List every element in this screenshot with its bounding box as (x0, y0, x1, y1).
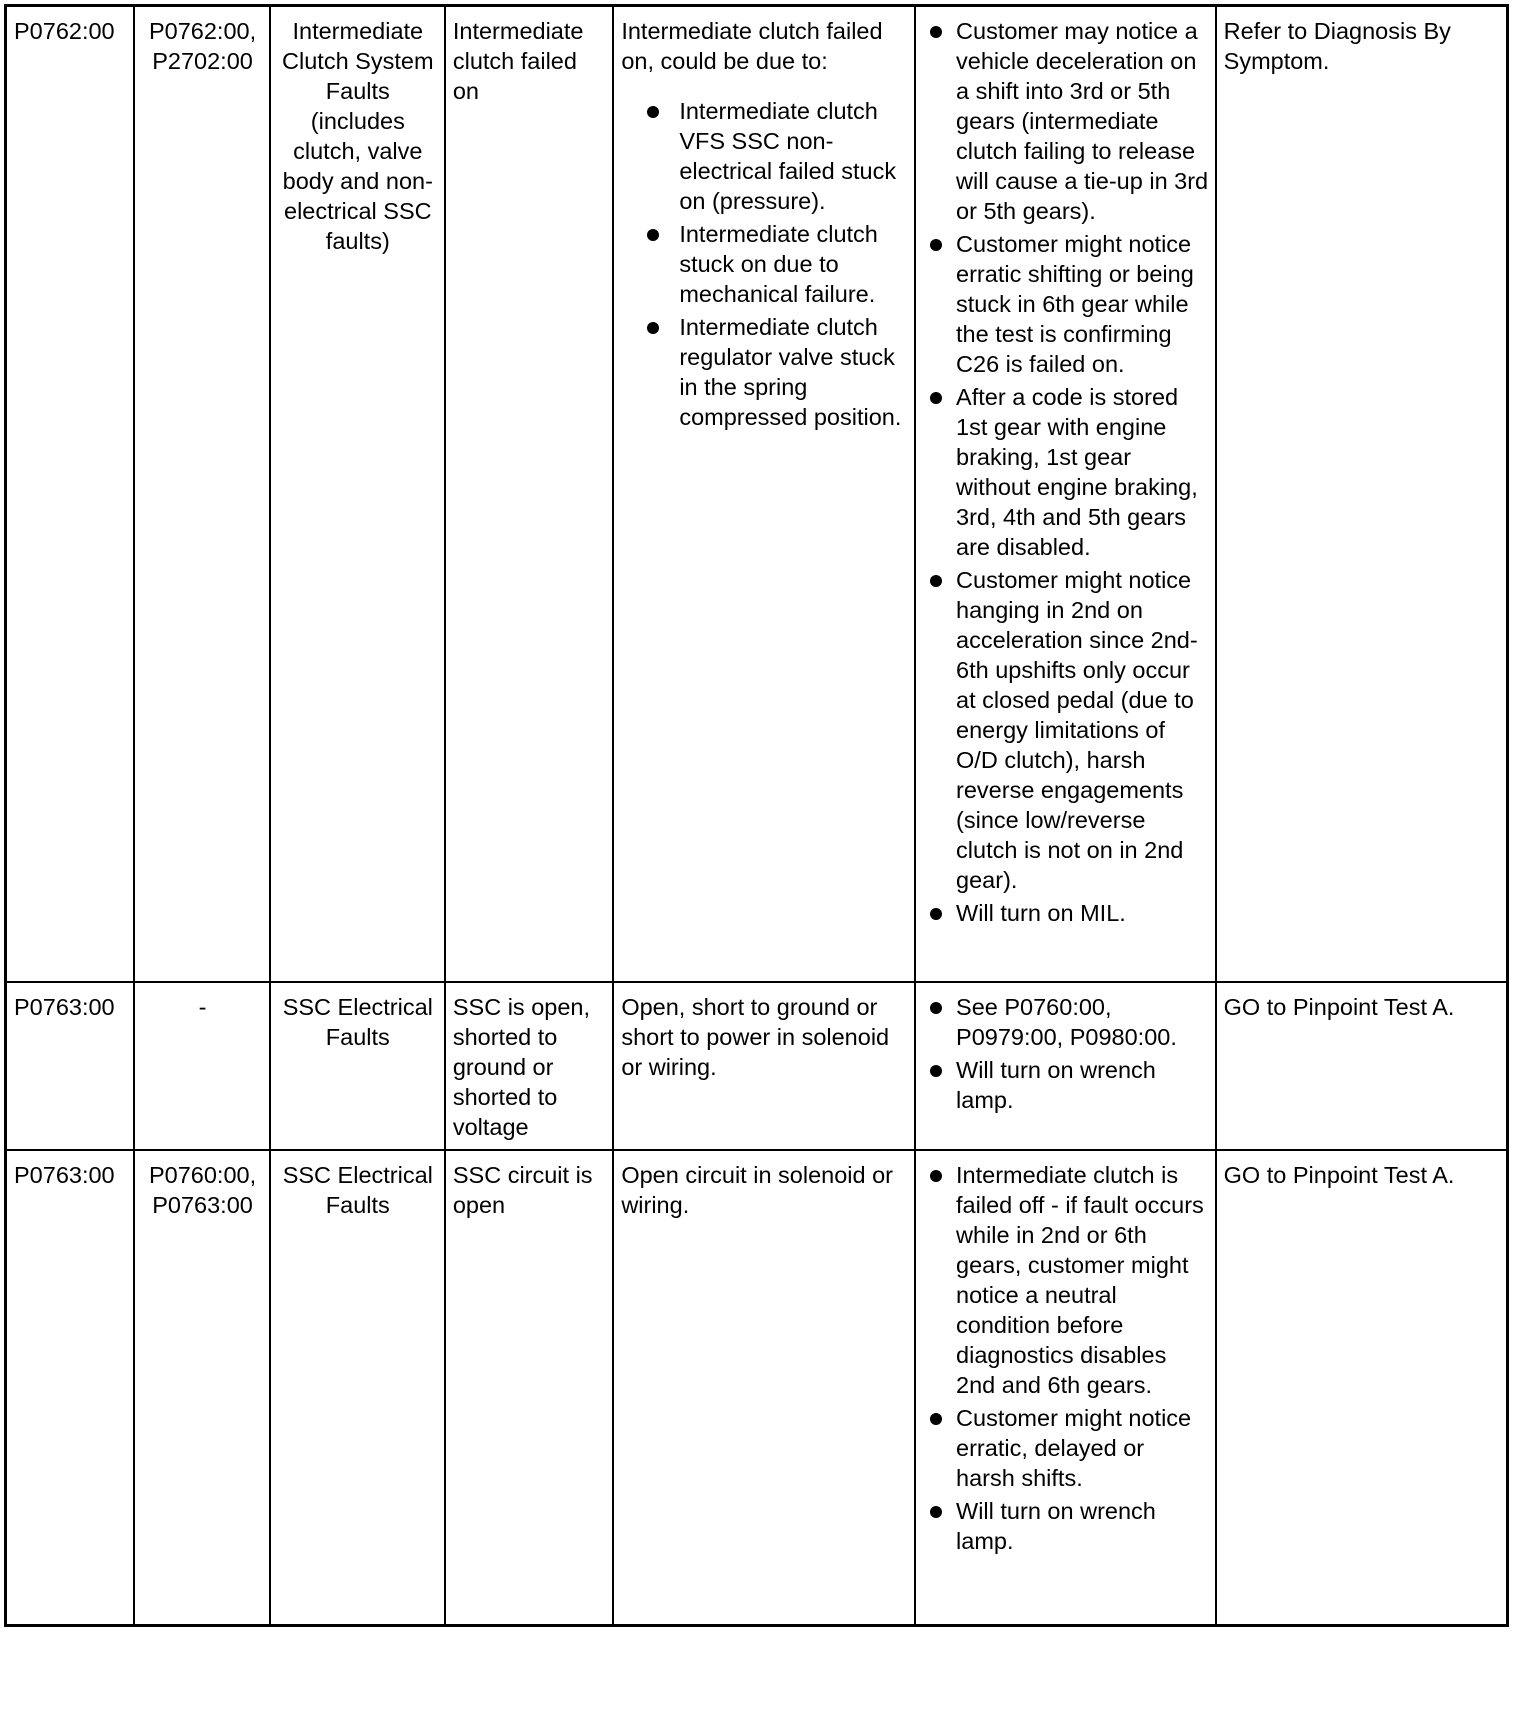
related-codes: P0762:00, P2702:00 (148, 18, 257, 74)
related-codes: - (198, 993, 207, 1020)
list-item: Intermediate clutch stuck on due to mechanical failure. (621, 219, 908, 309)
bullet-icon (930, 1170, 942, 1182)
bullet-icon (930, 392, 942, 404)
bullet-icon (930, 1413, 942, 1425)
bullet-icon (930, 239, 942, 251)
related-codes-cell (134, 982, 269, 1150)
list-item: After a code is stored 1st gear with engine braking, 1st gear without engine braking, 3rd, 4th and 5th gears are disabled. (923, 382, 1209, 562)
list-item: Customer might notice erratic shifting or being stuck in 6th gear while the test is confirming C26 is failed on. (923, 229, 1209, 379)
action-text: GO to Pinpoint Test A. (1223, 993, 1455, 1020)
symptom-cell (915, 1150, 1216, 1626)
table-row (6, 982, 1508, 1150)
list-item: Will turn on MIL. (923, 898, 1209, 928)
dtc-code-cell (6, 6, 135, 982)
list-item: See P0760:00, P0979:00, P0980:00. (923, 992, 1209, 1052)
condition-cell (445, 982, 613, 1150)
fault-category: SSC Electrical Faults (282, 993, 433, 1050)
category-cell (270, 6, 445, 982)
cause-cell (613, 1150, 915, 1626)
condition-cell (445, 1150, 613, 1626)
table-row (6, 1150, 1508, 1626)
symptom-cell (915, 982, 1216, 1150)
action-cell (1216, 1150, 1508, 1626)
action-cell (1216, 982, 1508, 1150)
symptom-list (923, 16, 1209, 928)
bullet-icon (930, 908, 942, 920)
bullet-icon (930, 1065, 942, 1077)
action-text: GO to Pinpoint Test A. (1223, 1161, 1455, 1188)
list-item: Intermediate clutch is failed off - if fault occurs while in 2nd or 6th gears, customer might notice a neutral condition before diagnostics disables 2nd and 6th gears. (923, 1160, 1209, 1400)
bullet-icon (930, 1002, 942, 1014)
fault-condition: SSC circuit is open (452, 1161, 593, 1218)
bullet-icon (647, 106, 659, 118)
symptom-cell (915, 6, 1216, 982)
bullet-icon (930, 575, 942, 587)
symptom-list (923, 992, 1209, 1115)
cause-list (621, 96, 908, 432)
table-row (6, 6, 1508, 982)
fault-category: SSC Electrical Faults (282, 1161, 433, 1218)
bullet-icon (647, 322, 659, 334)
cause-intro: Open circuit in solenoid or wiring. (621, 1161, 894, 1218)
fault-category: Intermediate Clutch System Faults (includes clutch, valve body and non-electrical SSC faults) (282, 18, 434, 254)
action-cell (1216, 6, 1508, 982)
dtc-code-cell (6, 1150, 135, 1626)
cause-intro: Intermediate clutch failed on, could be due to: (621, 18, 883, 74)
dtc-code: P0762:00 (14, 18, 115, 44)
cause-cell (613, 6, 915, 982)
action-text: Refer to Diagnosis By Symptom. (1223, 18, 1451, 74)
list-item: Customer might notice hanging in 2nd on acceleration since 2nd-6th upshifts only occur at closed pedal (due to energy limitations of O/D clutch), harsh reverse engagements (since low/reverse clutch is not on in 2nd gear). (923, 565, 1209, 895)
related-codes-cell (134, 1150, 269, 1626)
dtc-code: P0763:00 (14, 1161, 115, 1188)
bullet-icon (930, 26, 942, 38)
related-codes-cell (134, 6, 269, 982)
list-item: Customer may notice a vehicle deceleration on a shift into 3rd or 5th gears (intermediate clutch failing to release will cause a tie-up in 3rd or 5th gears). (923, 16, 1209, 226)
cause-intro: Open, short to ground or short to power in solenoid or wiring. (621, 993, 890, 1080)
dtc-code-cell (6, 982, 135, 1150)
category-cell (270, 982, 445, 1150)
related-codes: P0760:00, P0763:00 (148, 1161, 257, 1218)
list-item: Customer might notice erratic, delayed or harsh shifts. (923, 1403, 1209, 1493)
list-item: Will turn on wrench lamp. (923, 1496, 1209, 1556)
symptom-list (923, 1160, 1209, 1556)
list-item: Will turn on wrench lamp. (923, 1055, 1209, 1115)
list-item: Intermediate clutch regulator valve stuck in the spring compressed position. (621, 312, 908, 432)
bullet-icon (930, 1506, 942, 1518)
fault-condition: Intermediate clutch failed on (452, 18, 584, 104)
category-cell (270, 1150, 445, 1626)
condition-cell (445, 6, 613, 982)
cause-cell (613, 982, 915, 1150)
dtc-table (4, 4, 1509, 1627)
bullet-icon (647, 229, 659, 241)
fault-condition: SSC is open, shorted to ground or shorted to voltage (452, 993, 590, 1140)
list-item: Intermediate clutch VFS SSC non-electrical failed stuck on (pressure). (621, 96, 908, 216)
dtc-code: P0763:00 (14, 993, 115, 1020)
